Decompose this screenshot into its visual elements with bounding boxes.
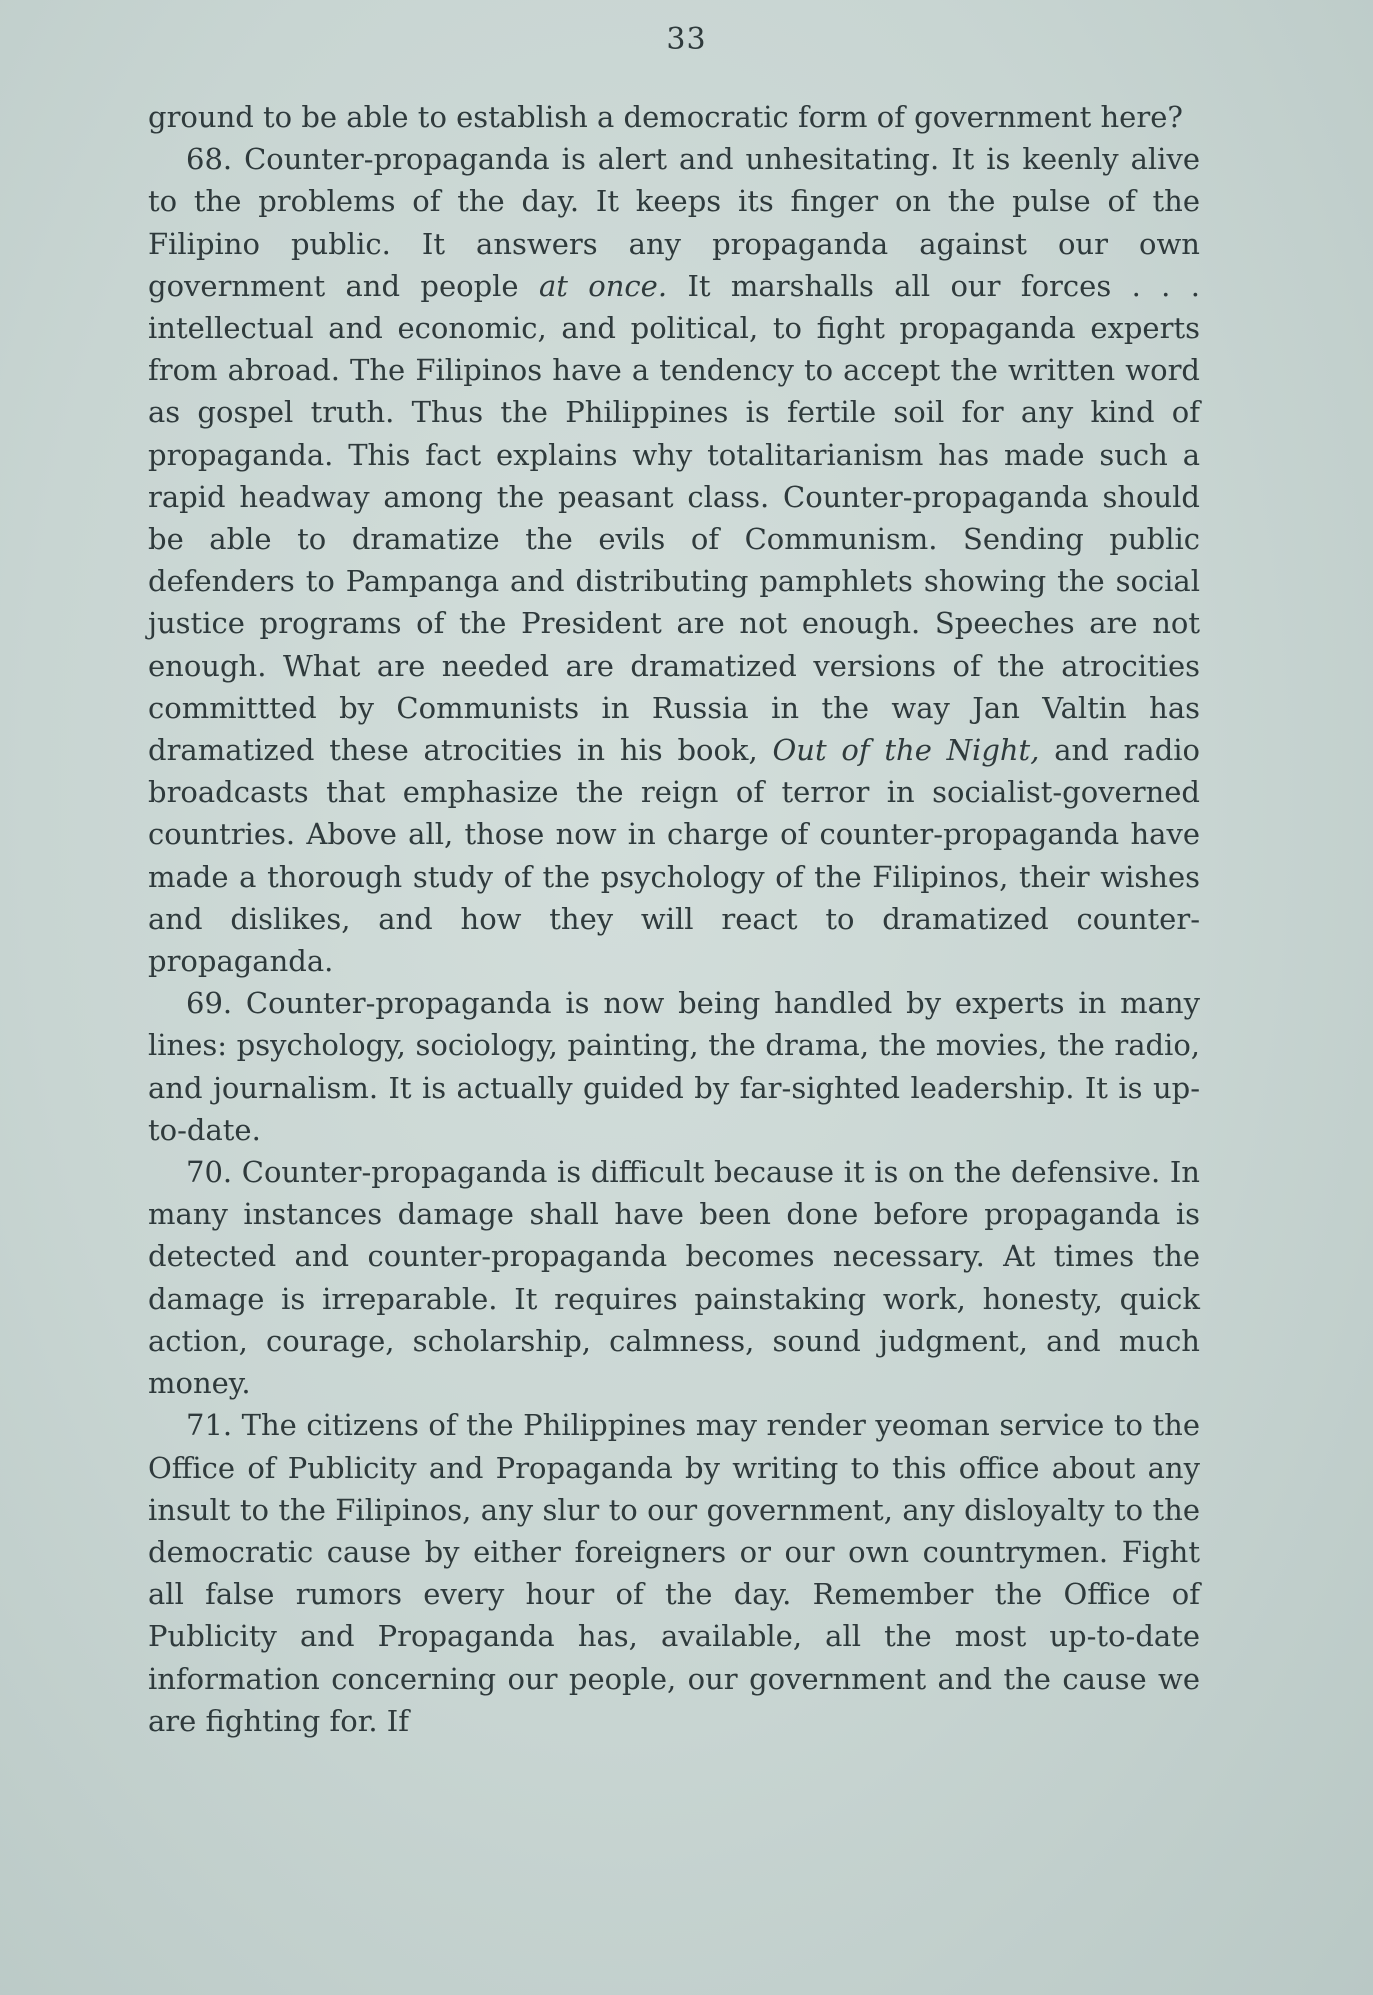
paragraph-text: 71. The citizens of the Philippines may render yeoman service to the Office of Publicity and Propaganda by writing to this office about any insult to the Filipinos, any slur to our government, any disloyalty to the democratic cause by either foreigners or our own countrymen. Fight all false rumors every hour of the day. Remember the Office of Publicity and Propaganda has, available, all the most up-to-date information concerning our people, our government and the cause we are fighting for. If bbox=[148, 1408, 1200, 1738]
numbered-paragraph bbox=[148, 138, 1200, 982]
body-text bbox=[148, 96, 1200, 1742]
page-number: 33 bbox=[666, 22, 707, 57]
italic-text: Out of the Night, bbox=[772, 733, 1040, 768]
numbered-paragraph bbox=[148, 1151, 1200, 1404]
italic-text: at once. bbox=[538, 268, 668, 303]
continued-paragraph bbox=[148, 96, 1200, 138]
numbered-paragraph bbox=[148, 1404, 1200, 1742]
paragraph-text: and radio broadcasts that emphasize the reign of terror in socialist-governed countries. Above all, those now in charge of counter-propaganda have made a thorough study of the psychology of the Filipinos, their wishes and dislikes, and how they will react to dramatized counter-propaganda. bbox=[148, 733, 1200, 979]
paragraph-text: 69. Counter-propaganda is now being handled by experts in many lines: psychology, sociology, painting, the drama, the movies, the radio, and journalism. It is actually guided by far-sighted leadership. It is up-to-date. bbox=[148, 986, 1200, 1147]
paragraph-text: 70. Counter-propaganda is difficult because it is on the defensive. In many instances damage shall have been done before propaganda is detected and counter-propaganda becomes necessary. At times the damage is irreparable. It requires painstaking work, honesty, quick action, courage, scholarship, calmness, sound judgment, and much money. bbox=[148, 1155, 1200, 1401]
paragraph-text: ground to be able to establish a democratic form of government here? bbox=[148, 100, 1183, 134]
paragraph-text: It marshalls all our forces . . . intellectual and economic, and political, to fight propaganda experts from abroad. The Filipinos have a tendency to accept the written word as gospel truth. Thus the Philippines is fertile soil for any kind of propaganda. This fact explains why totalitarianism has made such a rapid headway among the peasant class. Counter-propaganda should be able to dramatize the evils of Communism. Sending public defenders to Pampanga and distributing pamphlets showing the social justice programs of the President are not enough. Speeches are not enough. What are needed are dramatized versions of the atrocities committted by Communists in Russia in the way Jan Valtin has dramatized these atrocities in his book, bbox=[148, 268, 1200, 768]
numbered-paragraph bbox=[148, 982, 1200, 1151]
paragraph-text: 68. Counter-propaganda is alert and unhesitating. It is keenly alive to the problems of the day. It keeps its finger on the pulse of the Filipino public. It answers any propaganda against our own government and people bbox=[148, 142, 1200, 303]
